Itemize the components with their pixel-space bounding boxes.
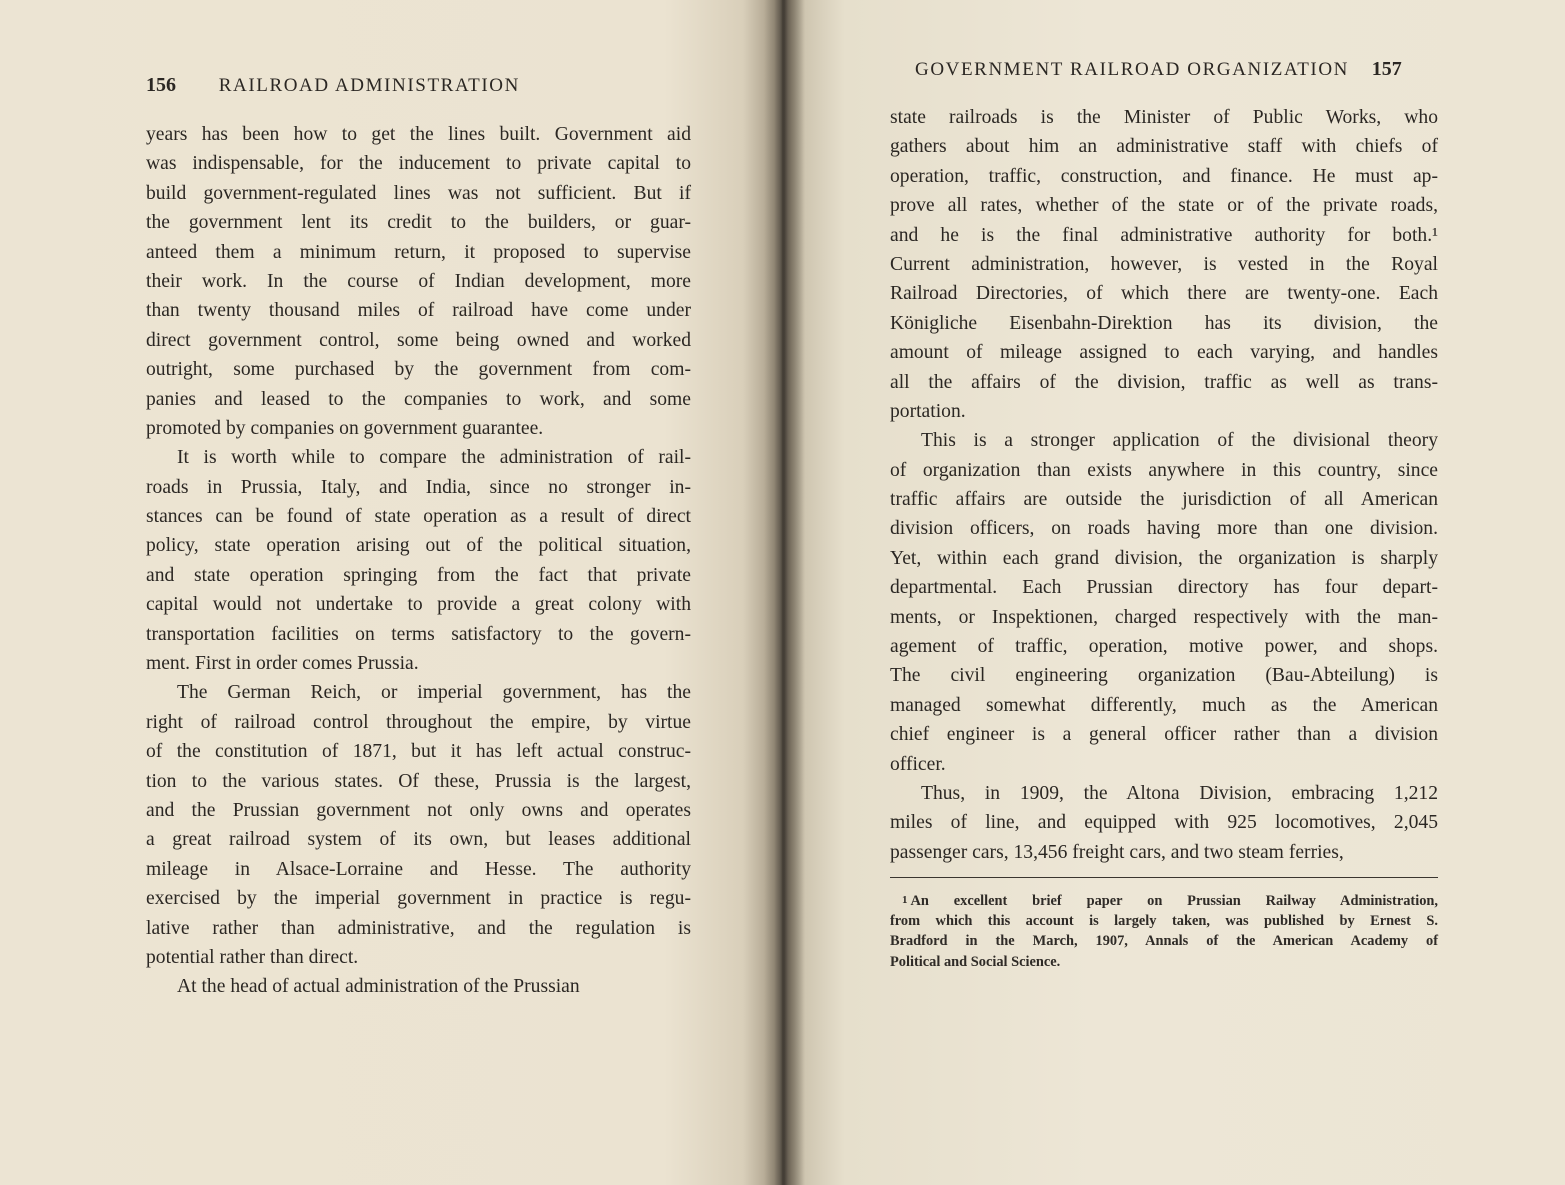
- body-line: managed somewhat differently, much as the American: [890, 694, 1438, 716]
- body-line: policy, state operation arising out of the political situation,: [146, 535, 691, 557]
- body-line: was indispensable, for the inducement to private capital to: [146, 153, 691, 175]
- left-page: [0, 0, 782, 1185]
- body-line: stances can be found of state operation as a result of direct: [146, 506, 691, 528]
- right-running-head: [915, 58, 1402, 81]
- body-line: right of railroad control throughout the empire, by virtue: [146, 711, 691, 733]
- footnote-text: Bradford in the March, 1907, Annals of the American Academy of: [890, 933, 1438, 950]
- body-line: This is a stronger application of the divisional theory: [921, 430, 1438, 452]
- body-line: transportation facilities on terms satisfactory to the govern-: [146, 623, 691, 645]
- body-line: than twenty thousand miles of railroad have come under: [146, 300, 691, 322]
- footnote-line: [890, 931, 1438, 952]
- body-line: gathers about him an administrative staff with chiefs of: [890, 136, 1438, 158]
- body-line: and state operation springing from the fact that private: [146, 564, 691, 586]
- body-line: Königliche Eisenbahn-Direktion has its division, the: [890, 312, 1438, 334]
- body-line: anteed them a minimum return, it proposed to supervise: [146, 241, 691, 263]
- body-line: and the Prussian government not only owns and operates: [146, 799, 691, 821]
- body-line: departmental. Each Prussian directory has four depart-: [890, 577, 1438, 599]
- body-line: their work. In the course of Indian development, more: [146, 270, 691, 292]
- body-line: portation.: [890, 400, 966, 422]
- body-line: the government lent its credit to the builders, or guar-: [146, 212, 691, 234]
- body-line: tion to the various states. Of these, Prussia is the largest,: [146, 770, 691, 792]
- body-line: Yet, within each grand division, the organization is sharply: [890, 547, 1438, 569]
- body-line: officer.: [890, 753, 946, 775]
- body-line: amount of mileage assigned to each varying, and handles: [890, 342, 1438, 364]
- body-line: Current administration, however, is vested in the Royal: [890, 253, 1438, 275]
- body-line: chief engineer is a general officer rather than a division: [890, 724, 1438, 746]
- body-line: years has been how to get the lines built. Government aid: [146, 124, 691, 145]
- body-line: traffic affairs are outside the jurisdiction of all American: [890, 489, 1438, 511]
- body-line: a great railroad system of its own, but leases additional: [146, 829, 691, 851]
- body-line: ment. First in order comes Prussia.: [146, 653, 419, 675]
- body-line: The German Reich, or imperial government, has the: [177, 682, 691, 704]
- footnote-marker: 1: [902, 894, 908, 906]
- left-body-text: [146, 120, 691, 1002]
- body-line: It is worth while to compare the administration of rail-: [177, 447, 691, 469]
- footnote-rule: [890, 877, 1438, 878]
- body-line: build government-regulated lines was not sufficient. But if: [146, 182, 691, 204]
- body-line: capital would not undertake to provide a great colony with: [146, 594, 691, 616]
- body-line: mileage in Alsace-Lorraine and Hesse. The authority: [146, 858, 691, 880]
- body-line: Thus, in 1909, the Altona Division, embracing 1,212: [921, 782, 1438, 804]
- body-line: outright, some purchased by the government from com-: [146, 359, 691, 381]
- body-line: At the head of actual administration of the Prussian: [177, 976, 580, 998]
- footnote-text: Political and Social Science.: [890, 953, 1061, 970]
- body-line: promoted by companies on government guarantee.: [146, 417, 544, 439]
- left-running-head-title: RAILROAD ADMINISTRATION: [218, 75, 520, 96]
- body-line: panies and leased to the companies to work, and some: [146, 388, 691, 410]
- right-running-head-title: GOVERNMENT RAILROAD ORGANIZATION: [915, 59, 1349, 80]
- body-line: prove all rates, whether of the state or of the private roads,: [890, 195, 1438, 217]
- body-line: ments, or Inspektionen, charged respectively with the man-: [890, 606, 1438, 628]
- body-line: state railroads is the Minister of Public Works, who: [890, 107, 1438, 128]
- footnote-line: [890, 952, 1438, 973]
- footnote-line: [890, 890, 1438, 911]
- body-line: and he is the final administrative authority for both.¹: [890, 224, 1438, 246]
- body-line: lative rather than administrative, and the regulation is: [146, 917, 691, 939]
- footnote: [890, 890, 1438, 972]
- body-line: of organization than exists anywhere in this country, since: [890, 459, 1438, 481]
- left-page-number: 156: [146, 74, 176, 96]
- body-line: agement of traffic, operation, motive power, and shops.: [890, 636, 1438, 658]
- gutter-shadow: [764, 0, 804, 1185]
- footnote-text: An excellent brief paper on Prussian Railway Administration,: [910, 893, 1438, 909]
- body-line: of the constitution of 1871, but it has left actual construc-: [146, 741, 691, 763]
- body-line: exercised by the imperial government in practice is regu-: [146, 888, 691, 910]
- body-line: potential rather than direct.: [146, 946, 359, 968]
- footnote-line: [890, 911, 1438, 932]
- body-line: miles of line, and equipped with 925 locomotives, 2,045: [890, 812, 1438, 834]
- body-line: direct government control, some being owned and worked: [146, 329, 691, 351]
- body-line: passenger cars, 13,456 freight cars, and two steam ferries,: [890, 841, 1344, 863]
- body-line: all the affairs of the division, traffic as well as trans-: [890, 371, 1438, 393]
- left-running-head: [146, 74, 520, 97]
- body-line: The civil engineering organization (Bau-Abteilung) is: [890, 665, 1438, 687]
- right-body-text: [890, 103, 1438, 867]
- body-line: Railroad Directories, of which there are twenty-one. Each: [890, 283, 1438, 305]
- body-line: roads in Prussia, Italy, and India, since no stronger in-: [146, 476, 691, 498]
- body-line: operation, traffic, construction, and finance. He must ap-: [890, 165, 1438, 187]
- footnote-text: from which this account is largely taken, was published by Ernest S.: [890, 912, 1438, 929]
- right-page-number: 157: [1371, 58, 1402, 80]
- body-line: division officers, on roads having more than one division.: [890, 518, 1438, 540]
